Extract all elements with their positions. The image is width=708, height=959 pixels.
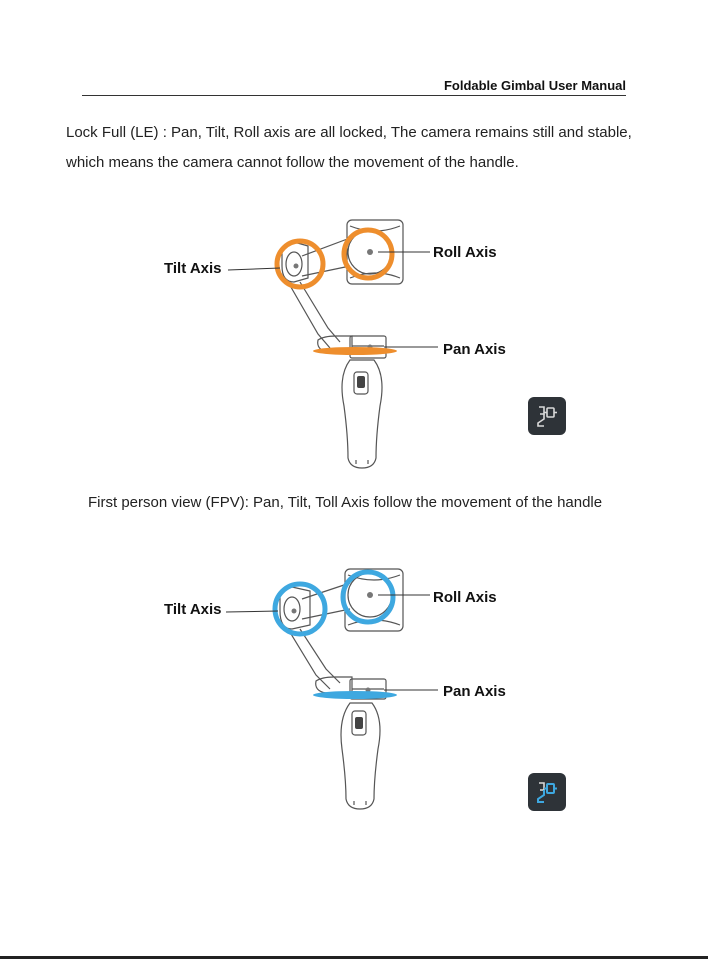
- lock-mode-description: Lock Full (LE) : Pan, Tilt, Roll axis are all locked, The camera remains still and stable, which means the camera cannot follow the movement of the handle.: [66, 124, 632, 171]
- tilt-motor-center: [292, 609, 297, 614]
- tilt-axis-leader: [226, 611, 278, 612]
- roll-motor-center: [367, 249, 373, 255]
- gimbal-illustration-fpv: [0, 545, 708, 825]
- tilt-axis-label: Tilt Axis: [164, 260, 222, 277]
- lock-mode-diagram: [0, 196, 708, 476]
- joystick-knob: [357, 376, 365, 388]
- gimbal-mode-fpv-icon: [528, 773, 566, 811]
- tilt-motor-face: [286, 252, 302, 276]
- gimbal-illustration-lock: [0, 196, 708, 476]
- header-title: Foldable Gimbal User Manual: [443, 78, 626, 93]
- pan-axis-label: Pan Axis: [443, 341, 506, 358]
- tilt-axis-label: Tilt Axis: [164, 601, 222, 618]
- joystick-knob: [355, 717, 363, 729]
- pan-axis-highlight: [313, 347, 397, 355]
- tilt-motor-face: [284, 597, 300, 621]
- roll-axis-label: Roll Axis: [433, 244, 497, 261]
- roll-axis-label: Roll Axis: [433, 589, 497, 606]
- header-divider: [82, 95, 626, 96]
- gimbal-arm-outer: [288, 629, 330, 689]
- pan-axis-label: Pan Axis: [443, 683, 506, 700]
- gimbal-mode-lock-icon: [528, 397, 566, 435]
- fpv-mode-description: First person view (FPV): Pan, Tilt, Toll Axis follow the movement of the handle: [88, 494, 603, 511]
- fpv-mode-diagram: [0, 545, 708, 825]
- tilt-axis-leader: [228, 268, 280, 270]
- arm-link-bottom: [302, 266, 350, 276]
- tilt-motor-center: [294, 264, 299, 269]
- pan-axis-highlight: [313, 691, 397, 699]
- roll-motor-center: [367, 592, 373, 598]
- gimbal-arm-outer: [288, 282, 330, 348]
- gimbal-arm-inner: [300, 629, 340, 683]
